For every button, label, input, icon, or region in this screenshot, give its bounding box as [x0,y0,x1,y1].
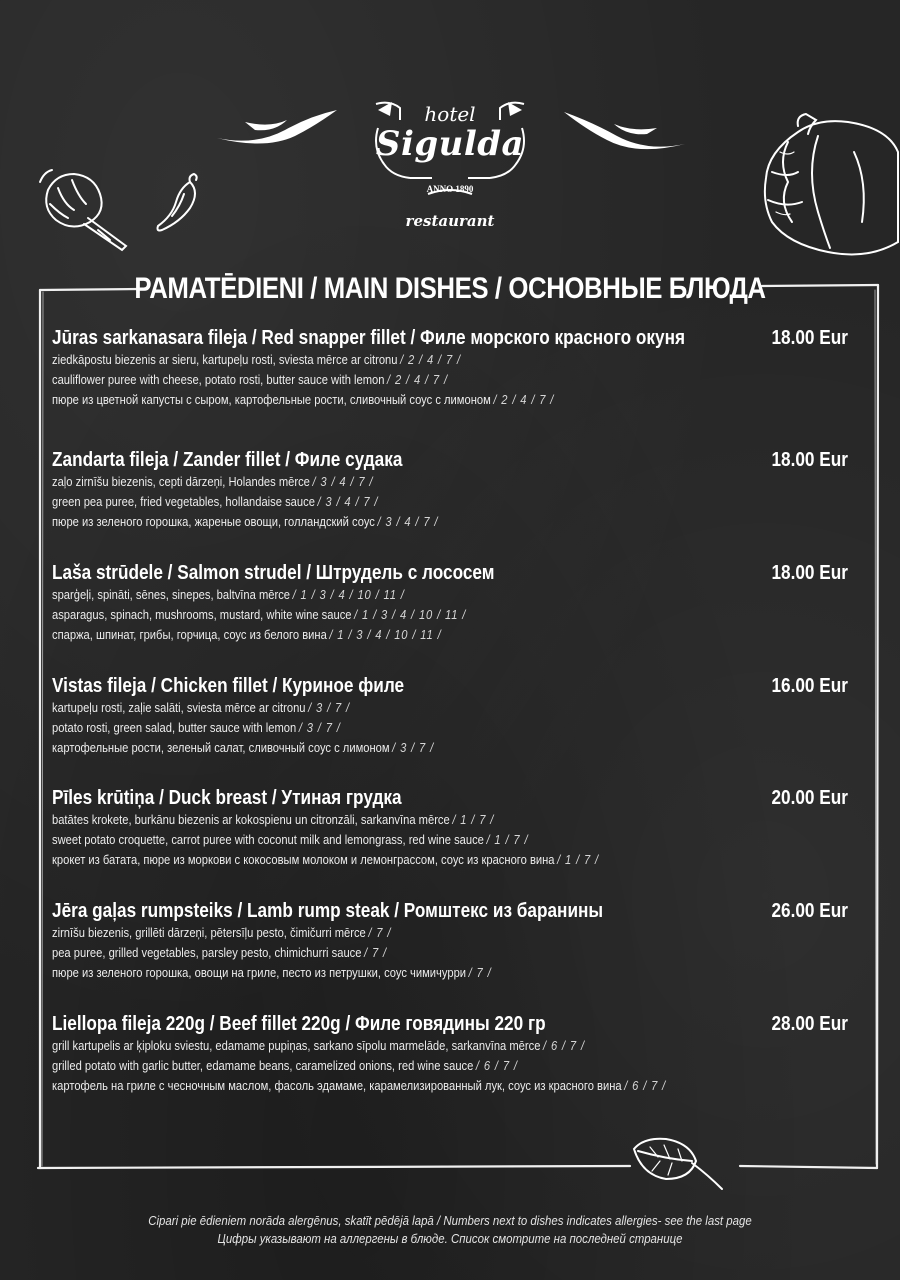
allergen-codes: / 3 / 7 / [298,720,341,735]
description-ru [52,512,826,532]
description-text: asparagus, spinach, mushrooms, mustard, white wine sauce [52,607,352,622]
allergen-codes: / 2 / 4 / 7 / [493,392,555,407]
dish-item [52,1012,852,1096]
description-ru [52,390,826,410]
description-text: пюре из зеленого горошка, овощи на гриле, песто из петрушки, соус чимичурри [52,965,467,980]
allergen-codes: / 6 / 7 / [543,1038,585,1053]
right-swoosh-icon [562,110,687,155]
description-en [52,1056,826,1076]
allergen-codes: / 1 / 3 / 4 / 10 / 11 / [329,627,442,642]
description-text: grill kartupelis ar ķiploku sviestu, edamame pupiņas, sarkano sīpolu marmelāde, sarkanvīna mērce [52,1038,541,1053]
description-lv [52,472,826,492]
allergen-codes: / 2 / 4 / 7 / [400,352,461,367]
dish-price: 18.00 Eur [771,327,848,349]
description-text: пюре из цветной капусты с сыром, картофельные рости, сливочный соус с лимоном [52,392,491,407]
description-lv [52,585,826,605]
allergen-codes: / 3 / 7 / [308,700,351,715]
logo-name-text: Sigulda [375,124,525,164]
dish-name: Vistas fileja / Chicken fillet / Куриное филе [52,675,405,697]
dish-item [52,899,852,983]
description-text: batātes krokete, burkānu biezenis ar kokospienu un citronzāli, sarkanvīna mērce [52,812,450,827]
dish-price: 18.00 Eur [771,449,848,471]
allergen-codes: / 3 / 4 / 7 / [377,514,439,529]
allergen-codes: / 1 / 3 / 4 / 10 / 11 / [292,587,405,602]
description-ru [52,625,826,645]
dish-item [52,674,852,758]
description-lv [52,350,826,370]
dish-price: 26.00 Eur [771,900,848,922]
allergen-codes: / 1 / 3 / 4 / 10 / 11 / [354,607,467,622]
allergen-codes: / 3 / 4 / 7 / [317,494,379,509]
description-text: спаржа, шпинат, грибы, горчица, соус из белого вина [52,627,327,642]
description-text: ziedkāpostu biezenis ar sieru, kartupeļu rosti, sviesta mērce ar citronu [52,352,398,367]
allergen-codes: / 1 / 7 / [557,852,600,867]
allergen-codes: / 1 / 7 / [486,832,529,847]
dish-name: Laša strūdele / Salmon strudel / Штрудель с лососем [52,562,495,584]
leaf-sketch-icon [630,1135,725,1195]
allergen-codes: / 2 / 4 / 7 / [387,372,448,387]
allergen-codes: / 3 / 7 / [392,740,435,755]
allergen-codes: / 1 / 7 / [452,812,495,827]
allergen-codes: / 6 / 7 / [624,1078,667,1093]
description-en [52,370,826,390]
dish-name: Pīles krūtiņa / Duck breast / Утиная грудка [52,787,402,809]
description-ru [52,1076,826,1096]
allergen-codes: / 7 / [368,925,392,940]
dish-name: Jēra gaļas rumpsteiks / Lamb rump steak / Ромштекс из баранины [52,900,604,922]
description-text: крокет из батата, пюре из моркови с кокосовым молоком и лемонграссом, соус из красного вина [52,852,555,867]
garlic-sketch-icon [38,160,133,255]
description-lv [52,810,826,830]
description-en [52,830,826,850]
footnote-line-2: Цифры указывают на аллергены в блюде. Список смотрите на последней странице [217,1231,683,1246]
description-text: пюре из зеленого горошка, жареные овощи, голландский соус [52,514,375,529]
description-text: cauliflower puree with cheese, potato rosti, butter sauce with lemon [52,372,385,387]
description-text: sweet potato croquette, carrot puree with coconut milk and lemongrass, red wine sauce [52,832,484,847]
description-lv [52,698,826,718]
logo-restaurant-text: restaurant [405,212,495,230]
description-text: green pea puree, fried vegetables, hollandaise sauce [52,494,315,509]
logo-anno-text: ANNO 1890 [426,184,474,194]
allergen-codes: / 3 / 4 / 7 / [312,474,374,489]
allergen-codes: / 7 / [468,965,492,980]
description-text: zirnīšu biezenis, grillēti dārzeņi, pētersīļu pesto, čimičurri mērce [52,925,366,940]
dish-name: Zandarta fileja / Zander fillet / Филе судака [52,449,403,471]
description-lv [52,1036,826,1056]
bell-pepper-sketch-icon [758,112,900,262]
description-text: sparģeļi, spināti, sēnes, sinepes, baltvīna mērce [52,587,291,602]
description-text: pea puree, grilled vegetables, parsley pesto, chimichurri sauce [52,945,362,960]
chili-sketch-icon [150,172,205,237]
description-text: картофельные рости, зеленый салат, сливочный соус с лимоном [52,740,390,755]
dish-price: 20.00 Eur [771,787,848,809]
description-text: kartupeļu rosti, zaļie salāti, sviesta mērce ar citronu [52,700,306,715]
dish-name: Liellopa fileja 220g / Beef fillet 220g / Филе говядины 220 гр [52,1013,546,1035]
description-en [52,718,826,738]
description-lv [52,923,826,943]
description-text: potato rosti, green salad, butter sauce with lemon [52,720,297,735]
description-ru [52,963,826,983]
dish-item [52,561,852,645]
allergen-footnote [0,1212,900,1248]
description-text: zaļo zirnīšu biezenis, cepti dārzeņi, Holandes mērce [52,474,310,489]
allergen-codes: / 7 / [364,945,388,960]
logo-hotel-text: hotel [424,102,476,126]
description-ru [52,850,826,870]
dish-item [52,448,852,532]
description-en [52,943,826,963]
description-text: картофель на гриле с чесночным маслом, фасоль эдамаме, карамелизированный лук, соус из красного вина [52,1078,622,1093]
dish-price: 28.00 Eur [771,1013,848,1035]
dish-item [52,326,852,410]
dish-price: 16.00 Eur [771,675,848,697]
dish-price: 18.00 Eur [771,562,848,584]
hotel-logo [370,98,530,238]
description-text: grilled potato with garlic butter, edamame beans, caramelized onions, red wine sauce [52,1058,474,1073]
allergen-codes: / 6 / 7 / [475,1058,518,1073]
description-en [52,492,826,512]
dish-item [52,786,852,870]
description-ru [52,738,826,758]
footnote-line-1: Cipari pie ēdieniem norāda alergēnus, skatīt pēdējā lapā / Numbers next to dishes indicates allergies- see the last page [148,1213,752,1228]
page-title: PAMATĒDIENI / MAIN DISHES / ОСНОВНЫЕ БЛЮДА [134,272,766,305]
left-swoosh-icon [215,108,340,148]
dish-name: Jūras sarkanasara fileja / Red snapper fillet / Филе морского красного окуня [52,327,686,349]
description-en [52,605,826,625]
